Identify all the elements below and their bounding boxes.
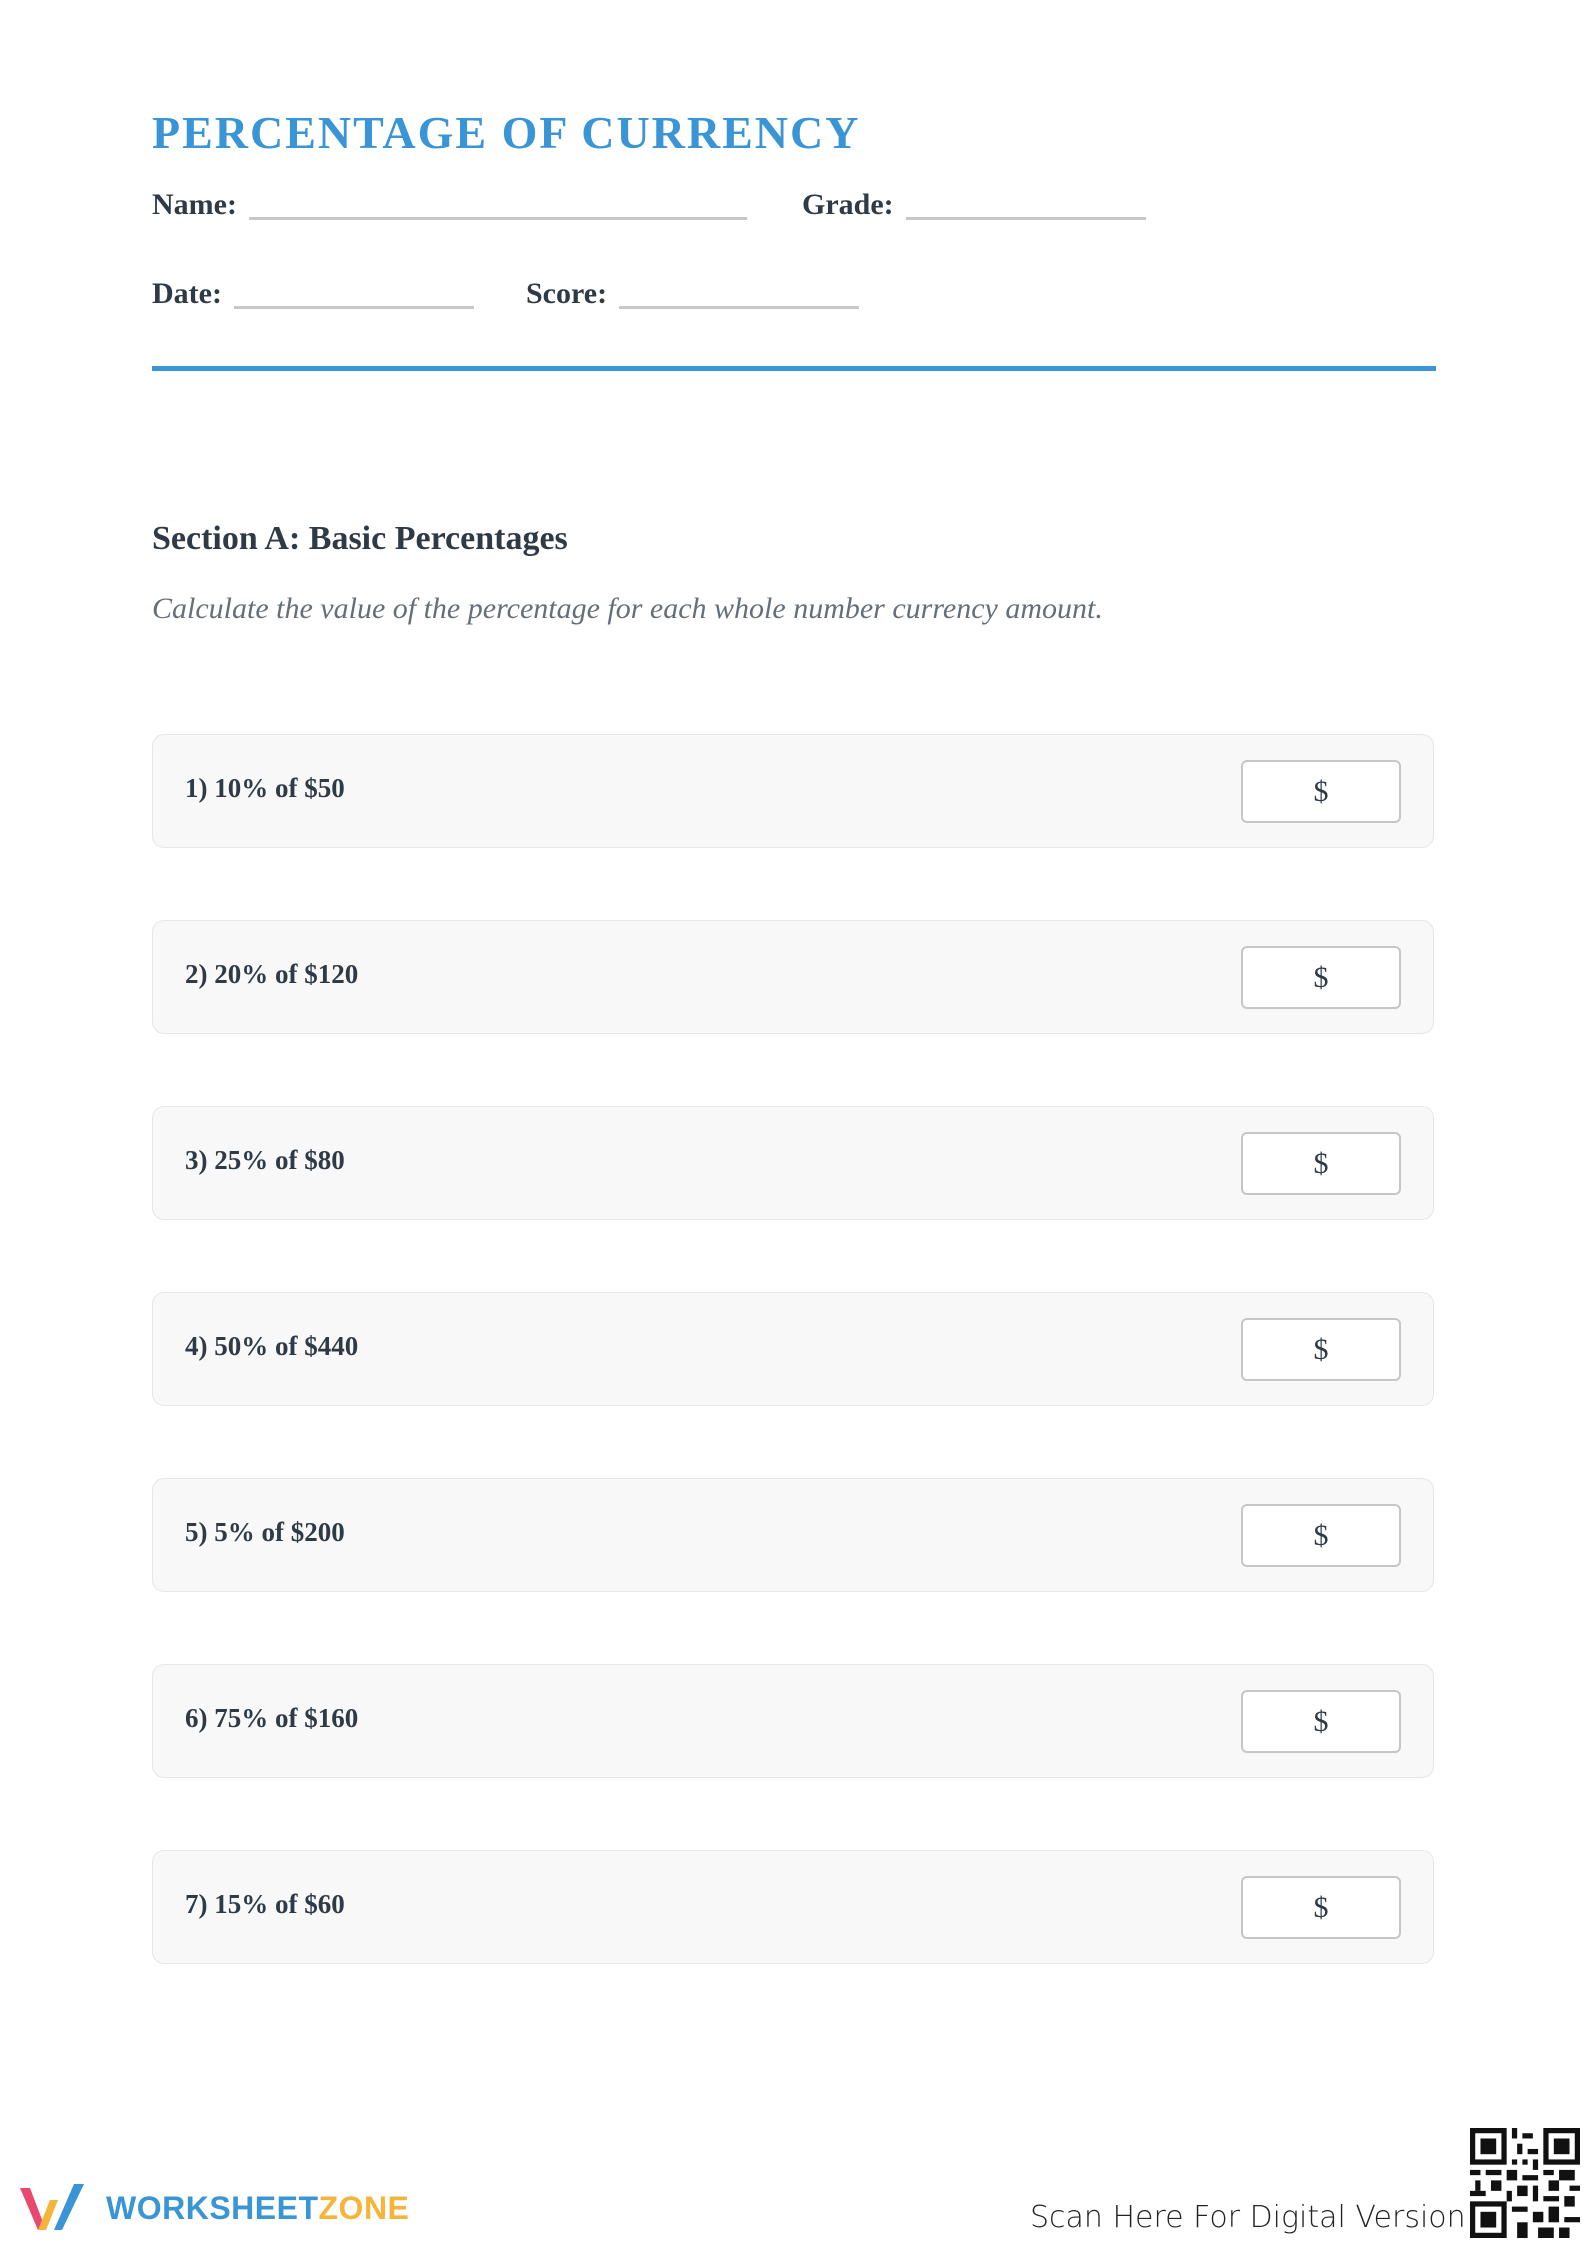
qr-code-icon[interactable] [1470,2128,1580,2238]
answer-box[interactable]: $ [1241,1132,1401,1195]
score-field [526,279,859,309]
logo-word-zone: ZONE [318,2189,410,2226]
question-card [152,1850,1434,1964]
section-instructions: Calculate the value of the percentage for each whole number currency amount. [152,592,1103,625]
answer-box[interactable]: $ [1241,1318,1401,1381]
answer-box[interactable]: $ [1241,1504,1401,1567]
question-card [152,920,1434,1034]
worksheetzone-logo-icon [16,2180,96,2236]
worksheetzone-logo [16,2180,409,2236]
question-text: 7) 15% of $60 [185,1889,345,1919]
section-title: Section A: Basic Percentages [152,520,568,557]
question-text: 6) 75% of $160 [185,1703,359,1733]
answer-box[interactable]: $ [1241,1876,1401,1939]
page-title: PERCENTAGE OF CURRENCY [152,107,861,158]
name-input-line[interactable] [249,216,747,220]
question-card [152,1106,1434,1220]
date-label: Date: [152,277,222,310]
grade-label: Grade: [802,188,894,221]
date-input-line[interactable] [234,305,474,309]
question-text: 5) 5% of $200 [185,1517,345,1547]
answer-box[interactable]: $ [1241,760,1401,823]
score-label: Score: [526,277,608,310]
question-card [152,1664,1434,1778]
question-card [152,1292,1434,1406]
answer-box[interactable]: $ [1241,1690,1401,1753]
question-text: 4) 50% of $440 [185,1331,359,1361]
name-field [152,190,747,220]
logo-wordmark [106,2190,409,2227]
answer-box[interactable]: $ [1241,946,1401,1009]
grade-field [802,190,1146,220]
logo-word-worksheet: WORKSHEET [106,2189,319,2226]
header-divider [152,366,1436,371]
score-input-line[interactable] [619,305,859,309]
question-text: 1) 10% of $50 [185,773,345,803]
question-text: 2) 20% of $120 [185,959,359,989]
name-label: Name: [152,188,237,221]
question-text: 3) 25% of $80 [185,1145,345,1175]
grade-input-line[interactable] [906,216,1146,220]
scan-caption: Scan Here For Digital Version [1030,2200,1466,2235]
question-card [152,1478,1434,1592]
question-card [152,734,1434,848]
date-field [152,279,474,309]
